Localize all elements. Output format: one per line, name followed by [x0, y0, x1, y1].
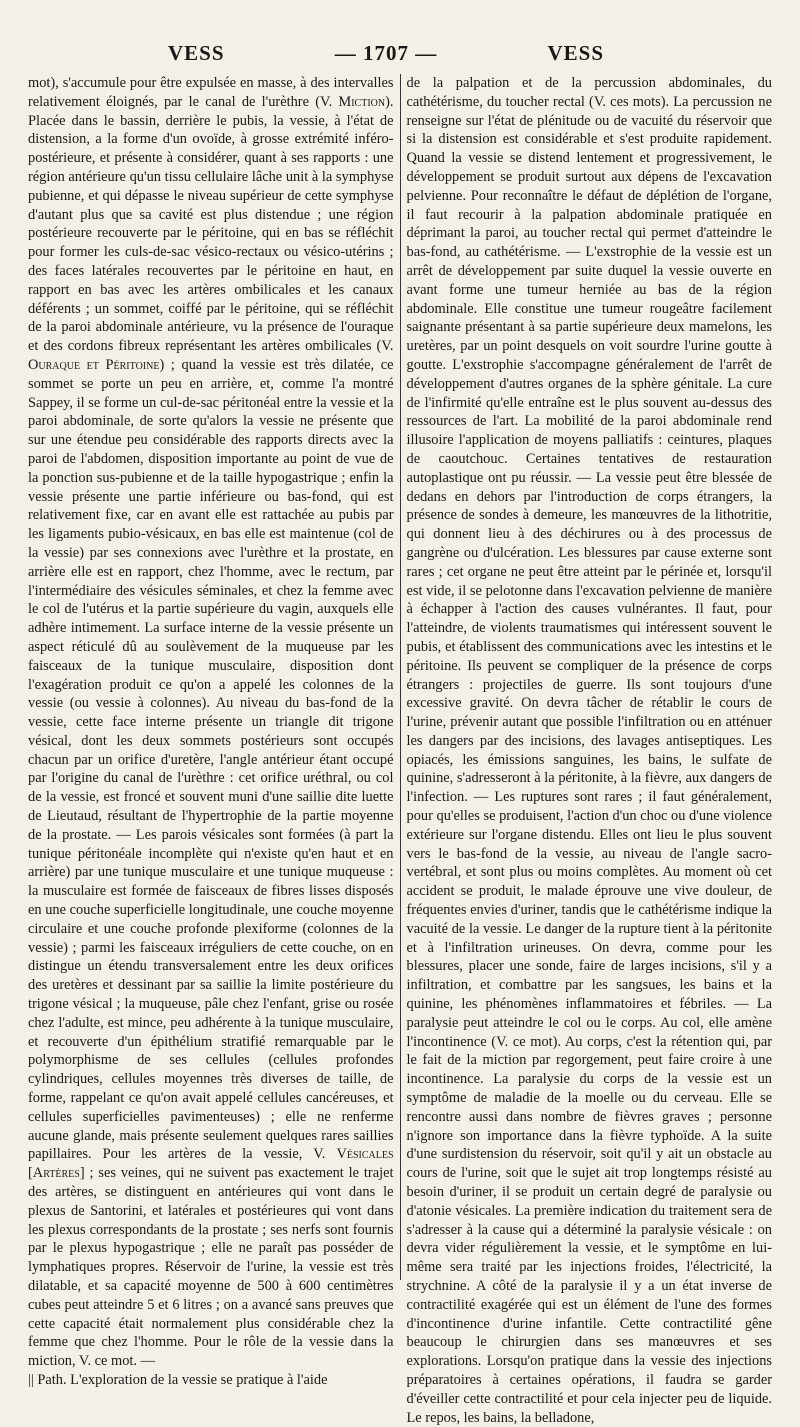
italic-term: muqueuse — [138, 996, 198, 1013]
italic-term: colonnes — [302, 676, 354, 693]
italic-term: rétention — [671, 1033, 723, 1050]
text-run: , par un point desquels on voit sourdre l'urine goutte à goutte. L' — [406, 338, 772, 373]
italic-term: musculaire — [42, 883, 107, 900]
text-run: ). Placée dans le bassin, derrière le pubis, la vessie, à l'état de distension, a la forme d'un ovoïde, à grosse extrémité inféro-postérieure, et présente à considérer, quant à ses rapports : une région antérieure qu'un tissu cellulaire lâche unit à la symphyse pubienne, et qui dépasse le niveau supérieur de cette symphyse d'autant plus que sa cavité est plus distendue ; une région postérieure recouverte par le péritoine, qui en bas se réfléchit pour former les culs-de-sac vésico-rectaux ou vésico-utérins ; des faces latérales recouvertes par le péritoine en haut, en rapport en bas avec les artères ombilicales et les canaux déférents ; un sommet, coiffé par le péritoine, qui se réfléchit de la paroi abdominale antérieure, vu la présence de l'ouraque et des cordons fibreux représentant les artères ombilicales ( — [28, 93, 394, 355]
text-run: ] ; ses veines, qui ne suivent pas exactement le trajet des artères, se distinguent en antérieures qui vont dans le plexus de Santorini, et latérales et postérieures qui vont dans les plexus correspondants de la prostate ; ses nerfs sont fournis par le plexus hypogastrique ; elle ne paraît pas posséder de lymphatiques propres. Réservoir de l'urine, la vessie est très dilatable, et sa capacité moyenne de 500 à 600 centimètres cubes peut atteindre 5 et 6 litres ; on a avancé sans preuves que cette capacité était normalement plus considérable chez la femme que chez l'homme. Pour le rôle de la vessie dans la — [28, 1165, 394, 1351]
italic-term: trigone vésical — [28, 996, 113, 1013]
text-run: , est froncé et souvent muni d'une saillie dite — [95, 789, 362, 806]
paragraph — [28, 1371, 394, 1390]
italic-term: blessée — [712, 469, 754, 486]
text-columns — [28, 74, 773, 1426]
italic-term: exstrophie — [463, 356, 524, 373]
italic-term: col de la vessie — [28, 770, 394, 806]
text-run: ). Au niveau du bas-fond de la vessie, cette face interne présente un triangle dit — [28, 695, 394, 731]
italic-term: ligaments pubio-vésicaux — [48, 526, 197, 543]
text-run: est un arrêt de développement par suite duquel la vessie ouverte en avant forme une tumeur herniée au bas de la région abdominale. Elle constitue une tumeur rougeâtre facilement saignante présentant à sa partie supérieure deux mamelons, les — [406, 244, 773, 336]
right-column — [406, 74, 773, 1426]
text-run: ) ; quand la vessie est très dilatée, ce sommet se porte un peu en arrière, et, comme l'a montré Sappey, il se forme un cul-de-sac péritonéal entre la vessie et la paroi abdominale, de sorte qu'alors la vessie ne présente que sur une étendue peu considérable des rapports directs avec la paroi de l'abdomen, disposition importante au point de vue de la ponction sus-pubienne et de la taille hypogastrique ; enfin la vessie présente une partie inférieure ou bas-fond, qui est relativement fixe, car en avant elle est rattachée au pubis par les — [28, 356, 394, 543]
header-left-word: VESS — [168, 40, 225, 65]
italic-term: injections froides — [570, 1259, 675, 1276]
text-run: || — [28, 1371, 38, 1388]
italic-term: cellules cancéreuses — [257, 1090, 375, 1107]
text-run: de la vessie (ou — [28, 676, 394, 712]
text-run: (V. ce mot). Au corps, c'est la — [486, 1033, 672, 1050]
text-run: , et cellules superficielles pavimenteuses) ; elle ne renferme aucune glande, mais présente seulement quelques rares saillies papillaires. Pour les artères de la vessie, V. — [28, 1090, 394, 1163]
text-run: , l'électricité, la strychnine. A côté de la paralysie il y a un état inverse de contractilité exagérée qui est un élément de l'une des formes d'incontinence d'urine infantile. Cette contractilité gêne beaucoup le chirurgien dans ses manœuvres et ses explorations. Lorsqu'on pratique dans la vessie des injections préparatoires à certaines opérations, il faudra se garder d'éveiller cette contractilité et pour cela injecter peu de liquide. Le repos, les bains, la belladone, — [406, 1259, 772, 1426]
italic-term: uretères — [406, 338, 453, 355]
text-run: , résultant de l'hypertrophie de la partie moyenne de la prostate. — Les parois vésicales sont formées (à part la tunique péritonéale incomplète qui n'existe qu'en haut et en arrière) par une tunique musculaire et une tunique muqueuse : la — [28, 808, 394, 900]
italic-term: exstrophie de la vessie — [596, 244, 732, 261]
text-run: , dont les deux sommets postérieurs sont occupés chacun par un orifice d'uretère, l'angle antérieur étant occupé par l'origine du canal de l'urèthre : cet orifice uréthral, ou — [28, 732, 394, 787]
small-caps-ref: V. Miction — [320, 93, 386, 110]
italic-term: miction — [28, 1353, 72, 1370]
text-run: , V. ce mot. — — [71, 1353, 155, 1370]
text-run: sont rares ; il faut généralement, pour qu'elles se produisent, l'action d'un choc ou d'une violence extérieure sur l'organe distendu. Elles ont lieu le plus souvent vers le bas-fond de la vessie, au niveau de l'angle sacro-vertébral, et sont plus ou moins complètes. Au moment où cet accident se produit, le malade éprouve une vive douleur, de fréquentes envies d'uriner, tandis que le cathétérisme indique la vacuité de la vessie. Le danger de la rupture tient à la péritonite et à l'infiltration urineuses. On devra, comme pour les blessures, placer une sonde, faire de larges incisions, s'il y a infiltration, et combattre par les sangsues, les bains et la quinine, les phénomènes inflammatoires et fébriles. — La — [406, 789, 772, 1013]
italic-term: incontinence — [413, 1033, 487, 1050]
text-run: s'accompagne généralement de l'arrêt de développement d'autres organes de la sphère génitale. La cure de l'infirmité qu'elle entraîne est le plus souvent au-dessus des ressources de l'art. La mobilité de la paroi abdominale rend illusoire l'application de moyens palliatifs : ceintures, plaques de caoutchouc. Certaines tentatives de restauration autoplastique ont pu réussir. — La vessie peut être — [406, 356, 772, 486]
column-divider — [400, 74, 401, 1280]
text-run: L'exploration de la vessie se pratique à l'aide — [66, 1371, 328, 1388]
left-column — [28, 74, 394, 1388]
text-run: , pâle chez l'enfant, grise ou rosée chez l'adulte, est mince, peu adhérente à la tunique musculaire, et recouverte d'un épithélium stratifié remarquable par le polymorphisme de ses cellules (cellules profondes cylindriques, cellules moyennes très diverses de taille, de forme, rappelant ce qu'on avait appelé — [28, 996, 394, 1107]
italic-term: Path. — [37, 1371, 67, 1388]
text-run: de dedans en dehors par l'introduction de corps étrangers, la présence de sondes à demeure, les manœuvres de la lithotritie, qui donnent lieu à des déchirures ou à des processus de gangrène ou d'ulcération. Les blessures par cause externe sont rares ; cet organe ne peut être atteint par le périnée et, lorsqu'il est vide, il se pelotonne dans l'excavation pelvienne de manière à échapper à l'action des causes vulnérantes. Il faut, pour l'atteindre, de violents traumatismes qui intéressent souvent le pubis, et établissent des communications avec les intestins et le péritoine. Ils peuvent se compliquer de la présence de corps étrangers : projectiles de guerre. Ils sont toujours d'une excessive gravité. On devra tâcher de rétablir le cours de l'urine, prévenir autant que possible l'infiltration ou en atténuer les dangers par des incisions, des lavages antiseptiques. Les opiacés, les émissions sanguines, les bains, le sulfate de quinine, s'adresseront à la péritonite, à la fièvre, aux dangers de l'infection. — Les — [406, 469, 773, 806]
italic-term: ruptures — [521, 789, 569, 806]
page-number: — 1707 — — [334, 40, 438, 65]
italic-term: vessie à colonnes — [95, 695, 202, 712]
text-run: qui, par le fait de la miction par regorgement, peut faire croire à une incontinence. La paralysie du corps de la vessie est un symptôme de maladie de la moelle ou du cerveau. Elle se rencontre aussi dans nombre de fièvres graves ; personne n'ignore son importance dans la fièvre typhoïde. A la suite d'une surdistension du réservoir, soit qu'il y ait un obstacle au cours de l'urine, soit que le sujet ait trop longtemps résisté au besoin d'uriner, il se produit un certain degré de paralysie ou d'atonie vésicales. La première indication du traitement sera de s'adresser à la cause qui a déterminé la paralysie vésicale : on devra vider régulièrement la vessie, et le symptôme en lui-même sera traité par les — [406, 1033, 772, 1276]
italic-term: trigone vésical — [28, 714, 394, 749]
italic-term: paralysie — [406, 1014, 459, 1031]
text-run: , en bas elle est maintenue (col de la vessie) par ses connexions avec l'urèthre et la prostate, en arrière elle est en rapport, chez l'homme, avec le rectum, par l'intermédiaire des vésicules séminales, et chez la femme avec le col de l'utérus et la partie supérieure du vagin, auxquels elle adhère intimement. La surface interne de la vessie présente un aspect réticulé dû au soulèvement de la muqueuse par les faisceaux de la tunique musculaire, disposition dont l'exagération produit ce qu'on a appelé les — [28, 526, 394, 693]
text-run: [ — [28, 1165, 33, 1182]
text-run: mot), s'accumule pour être expulsée en masse, à des intervalles relativement éloignés, par le canal de l'urèthre ( — [28, 75, 394, 110]
text-run: est formée de faisceaux de fibres lisses disposés en une couche superficielle longitudinale, une couche moyenne circulaire et une couche profonde plexiforme (colonnes de la vessie) ; parmi les faisceaux irréguliers de cette couche, on en distingue un étendu transversalement entre les deux orifices des uretères et dessinant par sa saillie la limite postérieure du — [28, 883, 394, 994]
small-caps-ref: Vésicales — [336, 1146, 394, 1163]
small-caps-ref: Artères — [32, 1165, 80, 1182]
paragraph — [28, 74, 394, 1371]
header-right-word: VESS — [547, 40, 604, 65]
italic-term: luette de Lieutaud — [28, 789, 394, 825]
text-run: ; la — [112, 996, 139, 1013]
text-run: de la palpation et de la percussion abdominales, du cathétérisme, du toucher rectal (V. ces mots). La percussion ne renseigne sur l'état de plénitude ou de vacuité du réservoir que si la distension est considérable et s'est produite rapidement. Quand la vessie se distend lentement et progressivement, le développement se produit surtout aux dépens de l'excavation pelvienne. Pour reconnaître le défaut de déplétion de l'organe, il faut recourir à la palpation abdominale pratiquée en déprimant la paroi, au toucher rectal qui permet d'atteindre le bas-fond, au cathétérisme. — L' — [406, 75, 772, 261]
running-header — [28, 38, 772, 68]
text-run: peut atteindre le col ou le corps. Au col, elle amène l' — [406, 1014, 772, 1050]
paragraph — [407, 74, 773, 1427]
small-caps-ref: V. Ouraque et Péritoine — [28, 338, 394, 373]
